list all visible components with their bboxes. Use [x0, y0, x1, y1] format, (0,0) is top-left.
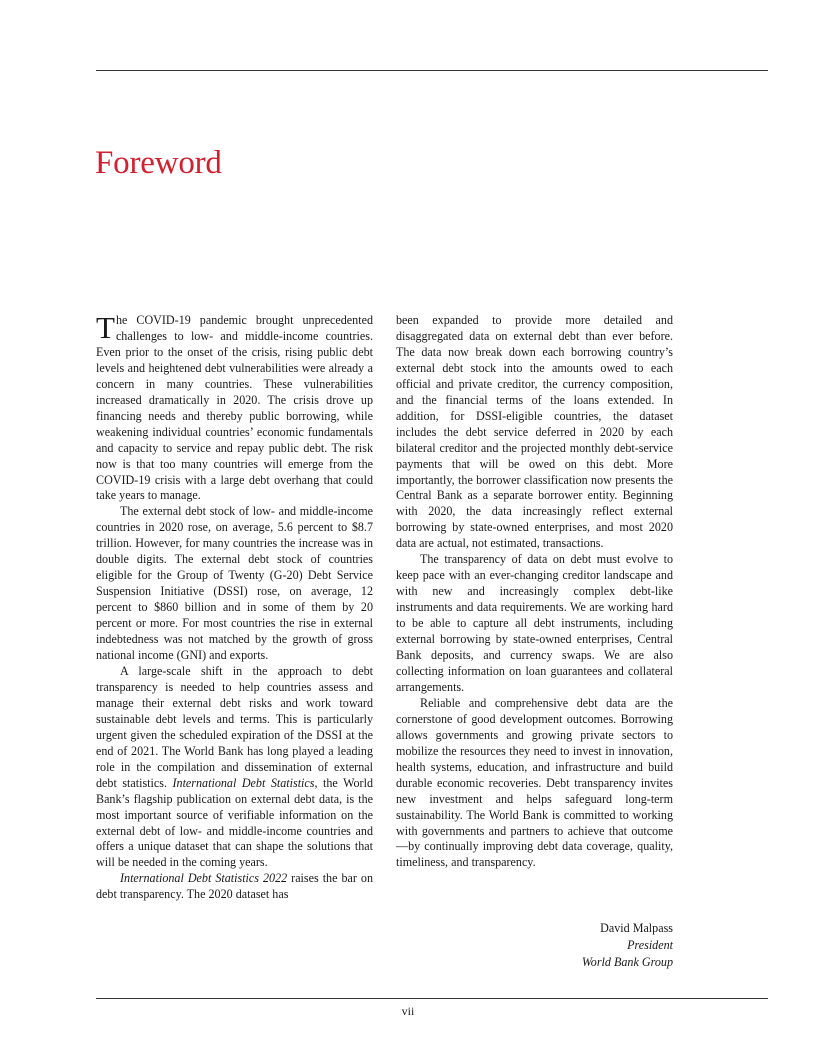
paragraph-1	[96, 310, 373, 504]
paragraph-3-text-a: A large-scale shift in the approach to debt transparency is needed to help countries assess and manage their external debt risks and work toward sustainable debt levels and terms. This is particularly urgent given the scheduled expiration of the DSSI at the end of 2021. The World Bank has long played a leading role in the compilation and dissemination of external debt statistics.	[96, 663, 373, 790]
signature-title: President	[627, 938, 673, 952]
page-number: vii	[401, 1004, 415, 1018]
paragraph-4	[96, 871, 373, 903]
paragraph-1-text: he COVID-19 pandemic brought unprecedented challenges to low- and middle-income countries. Even prior to the onset of the crisis, rising public debt levels and heightened debt vulnerabilities were already a concern in many countries. These vulnerabilities increased dramatically in 2020. The crisis drove up financing needs and thereby public borrowing, while weakening individual countries’ economic fundamentals and capacity to service and repay public debt. The risk now is that too many countries will emerge from the COVID-19 crisis with a large debt overhang that could take years to manage.	[96, 313, 373, 503]
paragraph-6: The transparency of data on debt must evolve to keep pace with an ever-changing creditor landscape and with new and increasingly complex debt-like instruments and data requirements. We are working hard to be able to capture all debt instruments, including external borrowing by state-owned enterprises, Central Bank deposits, and currency swaps. We are also collecting information on loan guarantees and collateral arrangements.	[396, 552, 673, 694]
signature-name: David Malpass	[600, 921, 673, 935]
paragraph-3	[96, 664, 373, 871]
paragraph-7: Reliable and comprehensive debt data are the cornerstone of good development outcomes. Borrowing allows governments and growing private sectors to mobilize the resources they need to invest in innovation, health systems, education, and infrastructure and build durable economic recoveries. Debt transparency invites new investment and helps safeguard long-term sustainability. The World Bank is committed to working with governments and partners to achieve that outcome—by continually improving debt data coverage, quality, timeliness, and transparency.	[396, 695, 673, 870]
left-column	[96, 310, 373, 903]
signature-block	[396, 920, 673, 971]
paragraph-5: been expanded to provide more detailed and disaggregated data on external debt than ever before. The data now break down each borrowing country’s external debt stock into the amounts owed to each official and private creditor, the currency composition, and the financial terms of the loans extended. In addition, for DSSI-eligible countries, the dataset includes the debt service deferred in 2020 by each bilateral creditor and the projected monthly debt-service payments that will be owed on this debt. More importantly, the borrower classification now presents the Central Bank as a separate borrower entity. Beginning with 2020, the data increasingly reflect external borrowing by state-owned enterprises, and most 2020 data are actual, not estimated, transactions.	[396, 313, 673, 551]
paragraph-2: The external debt stock of low- and middle-income countries in 2020 rose, on average, 5.6 percent to $8.7 trillion. However, for many countries the increase was in double digits. The external debt stock of countries eligible for the Group of Twenty (G-20) Debt Service Suspension Initiative (DSSI) rose, on average, 12 percent to $860 billion and in some of them by 20 percent or more. For most countries the rise in external indebtedness was not matched by the growth of gross national income (GNI) and exports.	[96, 504, 373, 663]
bottom-rule	[96, 998, 768, 999]
paragraph-4-text: raises the bar on debt transparency. The 2020 dataset has	[96, 871, 373, 902]
publication-title: International Debt Statistics	[172, 775, 315, 790]
top-rule	[96, 70, 768, 71]
publication-title-2022: International Debt Statistics 2022	[120, 871, 288, 886]
drop-cap: T	[96, 310, 115, 345]
signature-organization: World Bank Group	[581, 955, 673, 969]
page-title: Foreword	[95, 145, 222, 181]
paragraph-3-text-b: , the World Bank’s flagship publication on external debt data, is the most important source of verifiable information on the external debt of low- and middle-income countries and offers a unique dataset that can shape the solutions that will be needed in the coming years.	[96, 775, 373, 870]
right-column	[396, 313, 673, 871]
